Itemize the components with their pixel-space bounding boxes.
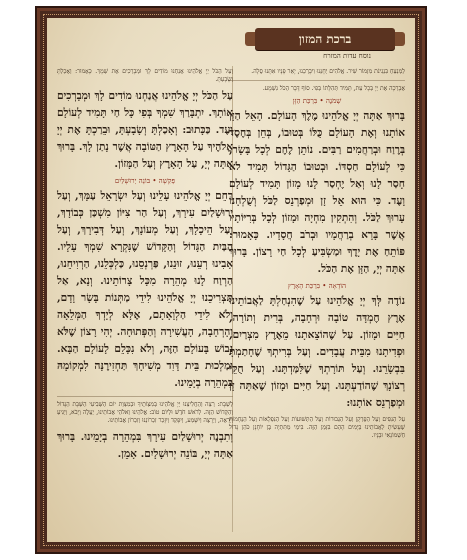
title-banner	[255, 28, 395, 50]
left-column	[57, 68, 233, 532]
rachem-text: רַחֵם יְיָ אֱלֹהֵינוּ עָלֵינוּ וְעַל יִשְׂרָאֵל עַמָּךְ, וְעַל יְרוּשָׁלַיִם עִירָךְ, וְעַל הַר צִיּוֹן מִשְׁכַּן כְּבוֹדָךְ, וְעַל הֵיכָלָךְ, וְעַל מְעוֹנָךְ, וְעַל דְּבִירָךְ, וְעַל הַבַּיִת הַגָּדוֹל וְהַקָּדוֹשׁ שֶׁנִּקְרָא שִׁמְךָ עָלָיו. אָבִינוּ רְעֵנוּ, זוּנֵנוּ, פַּרְנְסֵנוּ, כַּלְכְּלֵנוּ, הַרְוִיחֵנוּ, הַרְוַח לָנוּ מְהֵרָה מִכָּל צָרוֹתֵינוּ. וְנָא, אַל תַּצְרִיכֵנוּ יְיָ אֱלֹהֵינוּ לִידֵי מַתְּנוֹת בָּשָׂר וָדָם, וְלֹא לִידֵי הַלְוָאָתָם, אֶלָּא לְיָדְךָ הַמְּלֵאָה וְהָרְחָבָה, הָעֲשִׁירָה וְהַפְּתוּחָה. יְהִי רָצוֹן שֶׁלֹּא נֵבוֹשׁ בָּעוֹלָם הַזֶּה, וְלֹא נִכָּלֵם לָעוֹלָם הַבָּא. וּמַלְכוּת בֵּית דָּוִד מְשִׁיחָךְ תַּחְזִירֶנָּה לִמְקוֹמָהּ בִּמְהֵרָה בְיָמֵינוּ.	[57, 190, 233, 389]
divider	[229, 80, 405, 81]
al-hanisim-text: עַל הַנִּסִּים וְעַל הַפֻּרְקָן וְעַל הַגְּבוּרוֹת וְעַל הַתְּשׁוּעוֹת וְעַל הַנִּפְלָאוֹת וְעַל הַנֶּחָמוֹת שֶׁעָשִׂיתָ לַאֲבוֹתֵינוּ בַּיָּמִים הָהֵם בִּזְּמַן הַזֶּה. בִּימֵי מַתִּתְיָה בֶּן יוֹחָנָן כֹּהֵן גָּדוֹל חַשְׁמוֹנָאִי וּבָנָיו.	[229, 416, 405, 439]
right-column	[229, 68, 405, 532]
divider	[57, 396, 233, 397]
poster-frame	[35, 6, 427, 554]
section-heading-jerusalem: פְּקִשָׁה • בּוֹנֵה יְרוּשָׁלַיִם	[114, 177, 176, 185]
blessing-haaretz-text: נוֹדֶה לְּךָ יְיָ אֱלֹהֵינוּ עַל שֶׁהִנְחַלְתָּ לַאֲבוֹתֵינוּ אֶרֶץ חֶמְדָּה טוֹבָה וּרְחָבָה, בְּרִית וְתוֹרָה, חַיִּים וּמָזוֹן. עַל שֶׁהוֹצֵאתָנוּ מֵאֶרֶץ מִצְרַיִם, וּפְדִיתָנוּ מִבֵּית עֲבָדִים. וְעַל בְּרִיתְךָ שֶׁחָתַמְתָּ בִּבְשָׂרֵנוּ. וְעַל תּוֹרָתְךָ שֶׁלִּמַּדְתָּנוּ. וְעַל חֻקֵּי רְצוֹנָךְ שֶׁהוֹדַעְתָּנוּ. וְעַל חַיִּים וּמָזוֹן שֶׁאַתָּה זָן וּמְפַרְנֵס אוֹתָנוּ:	[229, 295, 405, 409]
retzeh-yaaleh-text: לְשַׁבָּת: רְצֵה וְהַחֲלִיצֵנוּ יְיָ אֱלֹהֵינוּ בְּמִצְוֹתֶיךָ וּבְמִצְוַת יוֹם הַשְּׁבִיעִי הַשַּׁבָּת הַגָּדוֹל וְהַקָּדוֹשׁ הַזֶּה. לְרֹאשׁ חֹדֶשׁ וּלְיוֹם טוֹב: אֱלֹהֵינוּ וֵאלֹהֵי אֲבוֹתֵינוּ, יַעֲלֶה וְיָבֹא, וְיַגִּיעַ וְיֵרָאֶה, וְיֵרָצֶה וְיִשָּׁמַע, וְיִפָּקֵד וְיִזָּכֵר זִכְרוֹנֵנוּ וְזִכְרוֹן אֲבוֹתֵינוּ.	[57, 401, 233, 424]
section-heading-haaretz: הוֹדָאָה • בִּרְכַּת הָאָרֶץ	[287, 282, 347, 290]
section-heading-zan: שְׁמֹנֶה • בִּרְכַּת הַזָּן	[292, 97, 342, 105]
al-hakol-text: עַל הַכֹּל יְיָ אֱלֹהֵינוּ אֲנַחְנוּ מוֹדִים לָךְ וּמְבָרְכִים אוֹתָךְ. יִתְבָּרַךְ שִׁמְךָ בְּפִי כָּל חַי תָּמִיד לְעוֹלָם וָעֶד. כַּכָּתוּב: וְאָכַלְתָּ וְשָׂבָעְתָּ, וּבֵרַכְתָּ אֶת יְיָ אֱלֹהֶיךָ עַל הָאָרֶץ הַטּוֹבָה אֲשֶׁר נָתַן לָךְ. בָּרוּךְ אַתָּה יְיָ, עַל הָאָרֶץ וְעַל הַמָּזוֹן.	[57, 90, 233, 170]
fine-text-top-1: לַמְנַצֵּחַ בִּנְגִינֹת מִזְמוֹר שִׁיר. אֱלֹהִים יְחָנֵּנוּ וִיבָרְכֵנוּ, יָאֵר פָּנָיו אִתָּנוּ סֶלָה.	[251, 68, 405, 75]
fine-text-top-2: אֲבָרְכָה אֶת יְיָ בְּכָל עֵת, תָּמִיד תְּהִלָּתוֹ בְּפִי. סוֹף דָּבָר הַכֹּל נִשְׁמָע.	[262, 85, 405, 92]
page-subtitle: נוסח עדות המזרח	[323, 52, 371, 60]
parchment-background	[47, 18, 415, 542]
page-title: ברכת המזון	[298, 31, 352, 46]
boneh-yerushalayim-text: וְתִבְנֶה יְרוּשָׁלַיִם עִירָךְ בִּמְהֵרָה בְיָמֵינוּ. בָּרוּךְ אַתָּה יְיָ, בּוֹנֵה יְרוּשָׁלָיִם. אָמֵן.	[57, 431, 233, 460]
fine-text-top: וְעַל הַכֹּל יְיָ אֱלֹהֵינוּ אֲנַחְנוּ מוֹדִים לָךְ וּמְבָרְכִים אֶת שְׁמָךְ. כָּאָמוּר: וְאָכַלְתָּ וְשָׂבָעְתָּ.	[57, 68, 233, 83]
blessing-zan-text: בָּרוּךְ אַתָּה יְיָ אֱלֹהֵינוּ מֶלֶךְ הָעוֹלָם. הָאֵל הַזָּן אוֹתָנוּ וְאֶת הָעוֹלָם כֻּלּוֹ בְּטוּבוֹ, בְּחֵן בְּחֶסֶד בְּרֶוַח וּבְרַחֲמִים רַבִּים. נוֹתֵן לֶחֶם לְכָל בָּשָׂר, כִּי לְעוֹלָם חַסְדּוֹ. וּבְטוּבוֹ הַגָּדוֹל תָּמִיד לֹא חָסַר לָנוּ וְאַל יֶחְסַר לָנוּ מָזוֹן תָּמִיד לְעוֹלָם וָעֶד. כִּי הוּא אֵל זָן וּמְפַרְנֵס לַכֹּל וְשֻׁלְחָנוֹ עָרוּךְ לַכֹּל. וְהִתְקִין מִחְיָה וּמָזוֹן לְכָל בְּרִיּוֹתָיו אֲשֶׁר בָּרָא בְרַחֲמָיו וּבְרֹב חֲסָדָיו. כָּאָמוּר: פּוֹתֵחַ אֶת יָדֶךָ וּמַשְׂבִּיעַ לְכָל חַי רָצוֹן. בָּרוּךְ אַתָּה יְיָ, הַזָּן אֶת הַכֹּל.	[229, 110, 405, 275]
